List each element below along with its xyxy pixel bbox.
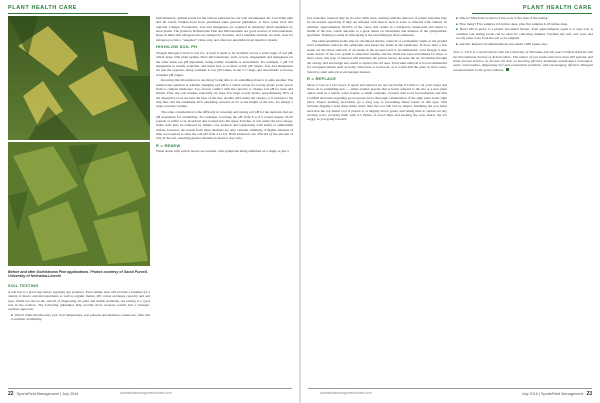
left-footer — [8, 391, 78, 397]
author-bio-text: John C. Fech is a horticulturist with the University of Nebraska-Lincoln and Certified Arborist with the International Society of Arboriculture. The author of two books and more than 400 popular and trade journal articles, he focuses his time on teaching effective landscape maintenance techniques, water conservation, diagnosing turf and ornamental problems, and encouraging effective bilingual communication in the green industry. — [453, 50, 593, 72]
section-heading: PLANT HEALTH CARE — [8, 5, 78, 11]
bullet-item — [453, 16, 593, 20]
page-gutter — [299, 0, 301, 403]
footer-text: SportsField Management | July 2016 — [16, 392, 79, 396]
paragraph: A soil test is a great step before applying any products. Even simple tests will provide a baseline for a variety of macro and micronutrients as well as organic matter, pH, cation exchange capacity and soil type. While not the be-all, end-all of diagnosing all plant and health problems, not testing is a good tool in the toolbox. The following guidelines help provide more accurate results and a strategic, cautious approach. — [8, 289, 150, 312]
heading-rule — [8, 13, 128, 14]
bullet-item: ■ How? Micro-probe to a plastic non-metal bucket. Total approximately equal to 2 cups soil. A common soil testing probe can be used for collecting samples. Exclude any turf, turf roots and woody plant roots from the soil to be sampled. — [453, 27, 593, 40]
footer-text: July 2016 | SportsField Management — [521, 392, 584, 396]
footer-url: sportsfieldmanagementonline.com — [320, 391, 372, 395]
paragraph: The other consideration is the difficulty in lowering and raising soil pH for the nutrients that are pH dependent for availability. For example, lowering the pH from 8 to 6.5 would require 35-50 pounds of sulfur to be broadcast and worked into the upper 6 inches of soil under the tree canopy. Some soils may be achieved by simple core aeration and topdressing with sulfur or ammonium sulfate; however, the results from these methods are only variable. Similarly, if higher amounts of lime are required to raise the soil pH from 4 to 6.5. Both endeavors are affected by the amount of clay in the soil, requiring greater amounts in heavier clay soils. — [156, 110, 293, 141]
footer-rule — [8, 388, 292, 389]
paragraph: Unfortunately, optimal levels for the various nutrients are not well documented. Dr. Carl Whitcomb and Dr. Linda Chalker-Scott have published some general guidelines, as have some local and regional colleges. Fortunately, iron and manganese are required in relatively small quantities by most plants. The products Dothistroma Pine and Micronutrient are good sources of micronutrients. Keep in mind that nitrogen tests are temporary in nature, and a unstable nutrient. As such, tests for nitrogen provide a “snapshot” value only, and often are unreliable from month to month. — [156, 16, 293, 42]
footer-rule — [308, 388, 592, 389]
right-column-2 — [453, 16, 593, 73]
page-number: 23 — [586, 391, 592, 397]
photo-caption: Before and after Dothistroma Pine applications. Photos courtesy of Sarah Purcell, University of Nebraska-Lincoln — [8, 270, 148, 279]
section-heading: PLANT HEALTH CARE — [522, 5, 592, 11]
subheading-renew: R = RENEW — [156, 142, 181, 148]
bullet-item: ■ How many? Five samples 2-6 inches deep, plus five samples 6-18 inches deep. — [453, 22, 593, 26]
right-column-1 — [307, 16, 447, 123]
before-after-photo — [8, 16, 150, 266]
end-mark-icon — [506, 68, 509, 71]
paragraph: When stems with yellow leaves are isolated, with symptoms being exhibited on a single or just a — [156, 149, 289, 154]
middle-column — [156, 16, 293, 155]
bullet-item: ■ When? Same month every year. Soil temperature, soil patterns and moisture content are often tied to nutrient availability. — [8, 313, 150, 322]
subheading-soil-testing: SOIL TESTING — [8, 283, 39, 288]
bullet-item: ■ Where? Match the location of the roots to the sites of the testing. — [453, 16, 548, 20]
footer-url: sportsfieldmanagementonline.com — [120, 391, 172, 395]
page-number: 22 — [8, 391, 14, 397]
paragraph: The same guideline holds true for deciduous shrubs; removal of problematic stems at the ground level sometimes removes the symptoms and keeps the shrub in the landscape. If more than a few stems are involved, removal of all stems at the ground level is recommended, even though it may seem drastic. If the root system is otherwise healthy and the shrub has been established for three or more years, this type of renewal will stimulate the yellow leaves, increase the air circulation through the canopy and encourage new stems to replace the old ones. Total stem removal is not recommended for evergreen shrubs such as holly, arborvitae or boxwood, as it would kill the plant in most cases. Selective stem removal is encouraged instead. — [307, 39, 447, 74]
bullet-item: ■ Ask lab. Request recommendations in pounds/1,000 square feet. — [453, 42, 593, 46]
paragraph: few branches, renewal may be in order. With trees, starting with the removal of certain branches may be successful, especially if they are infested with insects such as scale or infected with cankers. In addition, approximately 50-60% of the canes, this results in a temporary turnaround and return to health of the tree, which amounts to a great return on investment and deletion of the symptomatic specimen. Pruning is easily in mid-spring is the best timing in most situations. — [307, 16, 447, 38]
right-footer — [522, 391, 592, 397]
subheading-replace: R = REPLACE — [307, 75, 337, 81]
heading-rule — [472, 13, 592, 14]
paragraph: Knowing this information is one thing; being able to do something about it is quite another. The homeowner question is whether changing soil pH is a viable option for woody plants in the sports field or campus landscape. Two factors conflict with the capacity to change soil pH for trees and shrubs. First, the soil volume, especially for trees. For large woody plants, approximately 40% of the absorptive roots are near the base of the tree; another 40% under the canopy, or 6 extends to the drip line; and the remaining 20% extending outward as far as the height of the tree. It's simply a large rootzone volume. — [156, 78, 293, 109]
paragraph: Though nitrogen is hard to test for, at least it tends to be available across a wide range of soil pH, which helps with plant uptake. Most micronutrients, such as iron, magnesium and manganese on the other hand, are pH dependent, being readily available or unavailable. For example, a pH 7-8 manganese is readily available, and much less so as more acidic pH ranges. Iron and manganese are just the opposite, being available at low pH values, in the 5-7 range, and unavailable to tied up at higher pH ranges. — [156, 50, 293, 77]
subheading-soil-ph: HIGH/LOW SOIL PH — [156, 44, 198, 50]
left-column-lower — [8, 281, 150, 323]
paragraph: More or less as a last resort, if repair and renewal are not successful, it's time to cut your losses and move on to something new — either another species that is better adapted to the site or a new plant option such as a bench, water feature or small sculpture. Consult with local horticulturists and ISA Certified Arborists regarding good options and a thorough consideration of the right plant in the right place. Proper planting procedures go a long way to preventing future issues of this type. This includes digging a hole three times wider than the root ball but no deeper. Installing the root mass such that the top lateral root is placed at or slightly above grade, and taking time to spread out any circling roots, covering them with 2-3 inches of wood chips and keeping the roots moist, but not soggy, as you going forward. — [307, 82, 447, 122]
author-bio — [453, 50, 593, 72]
